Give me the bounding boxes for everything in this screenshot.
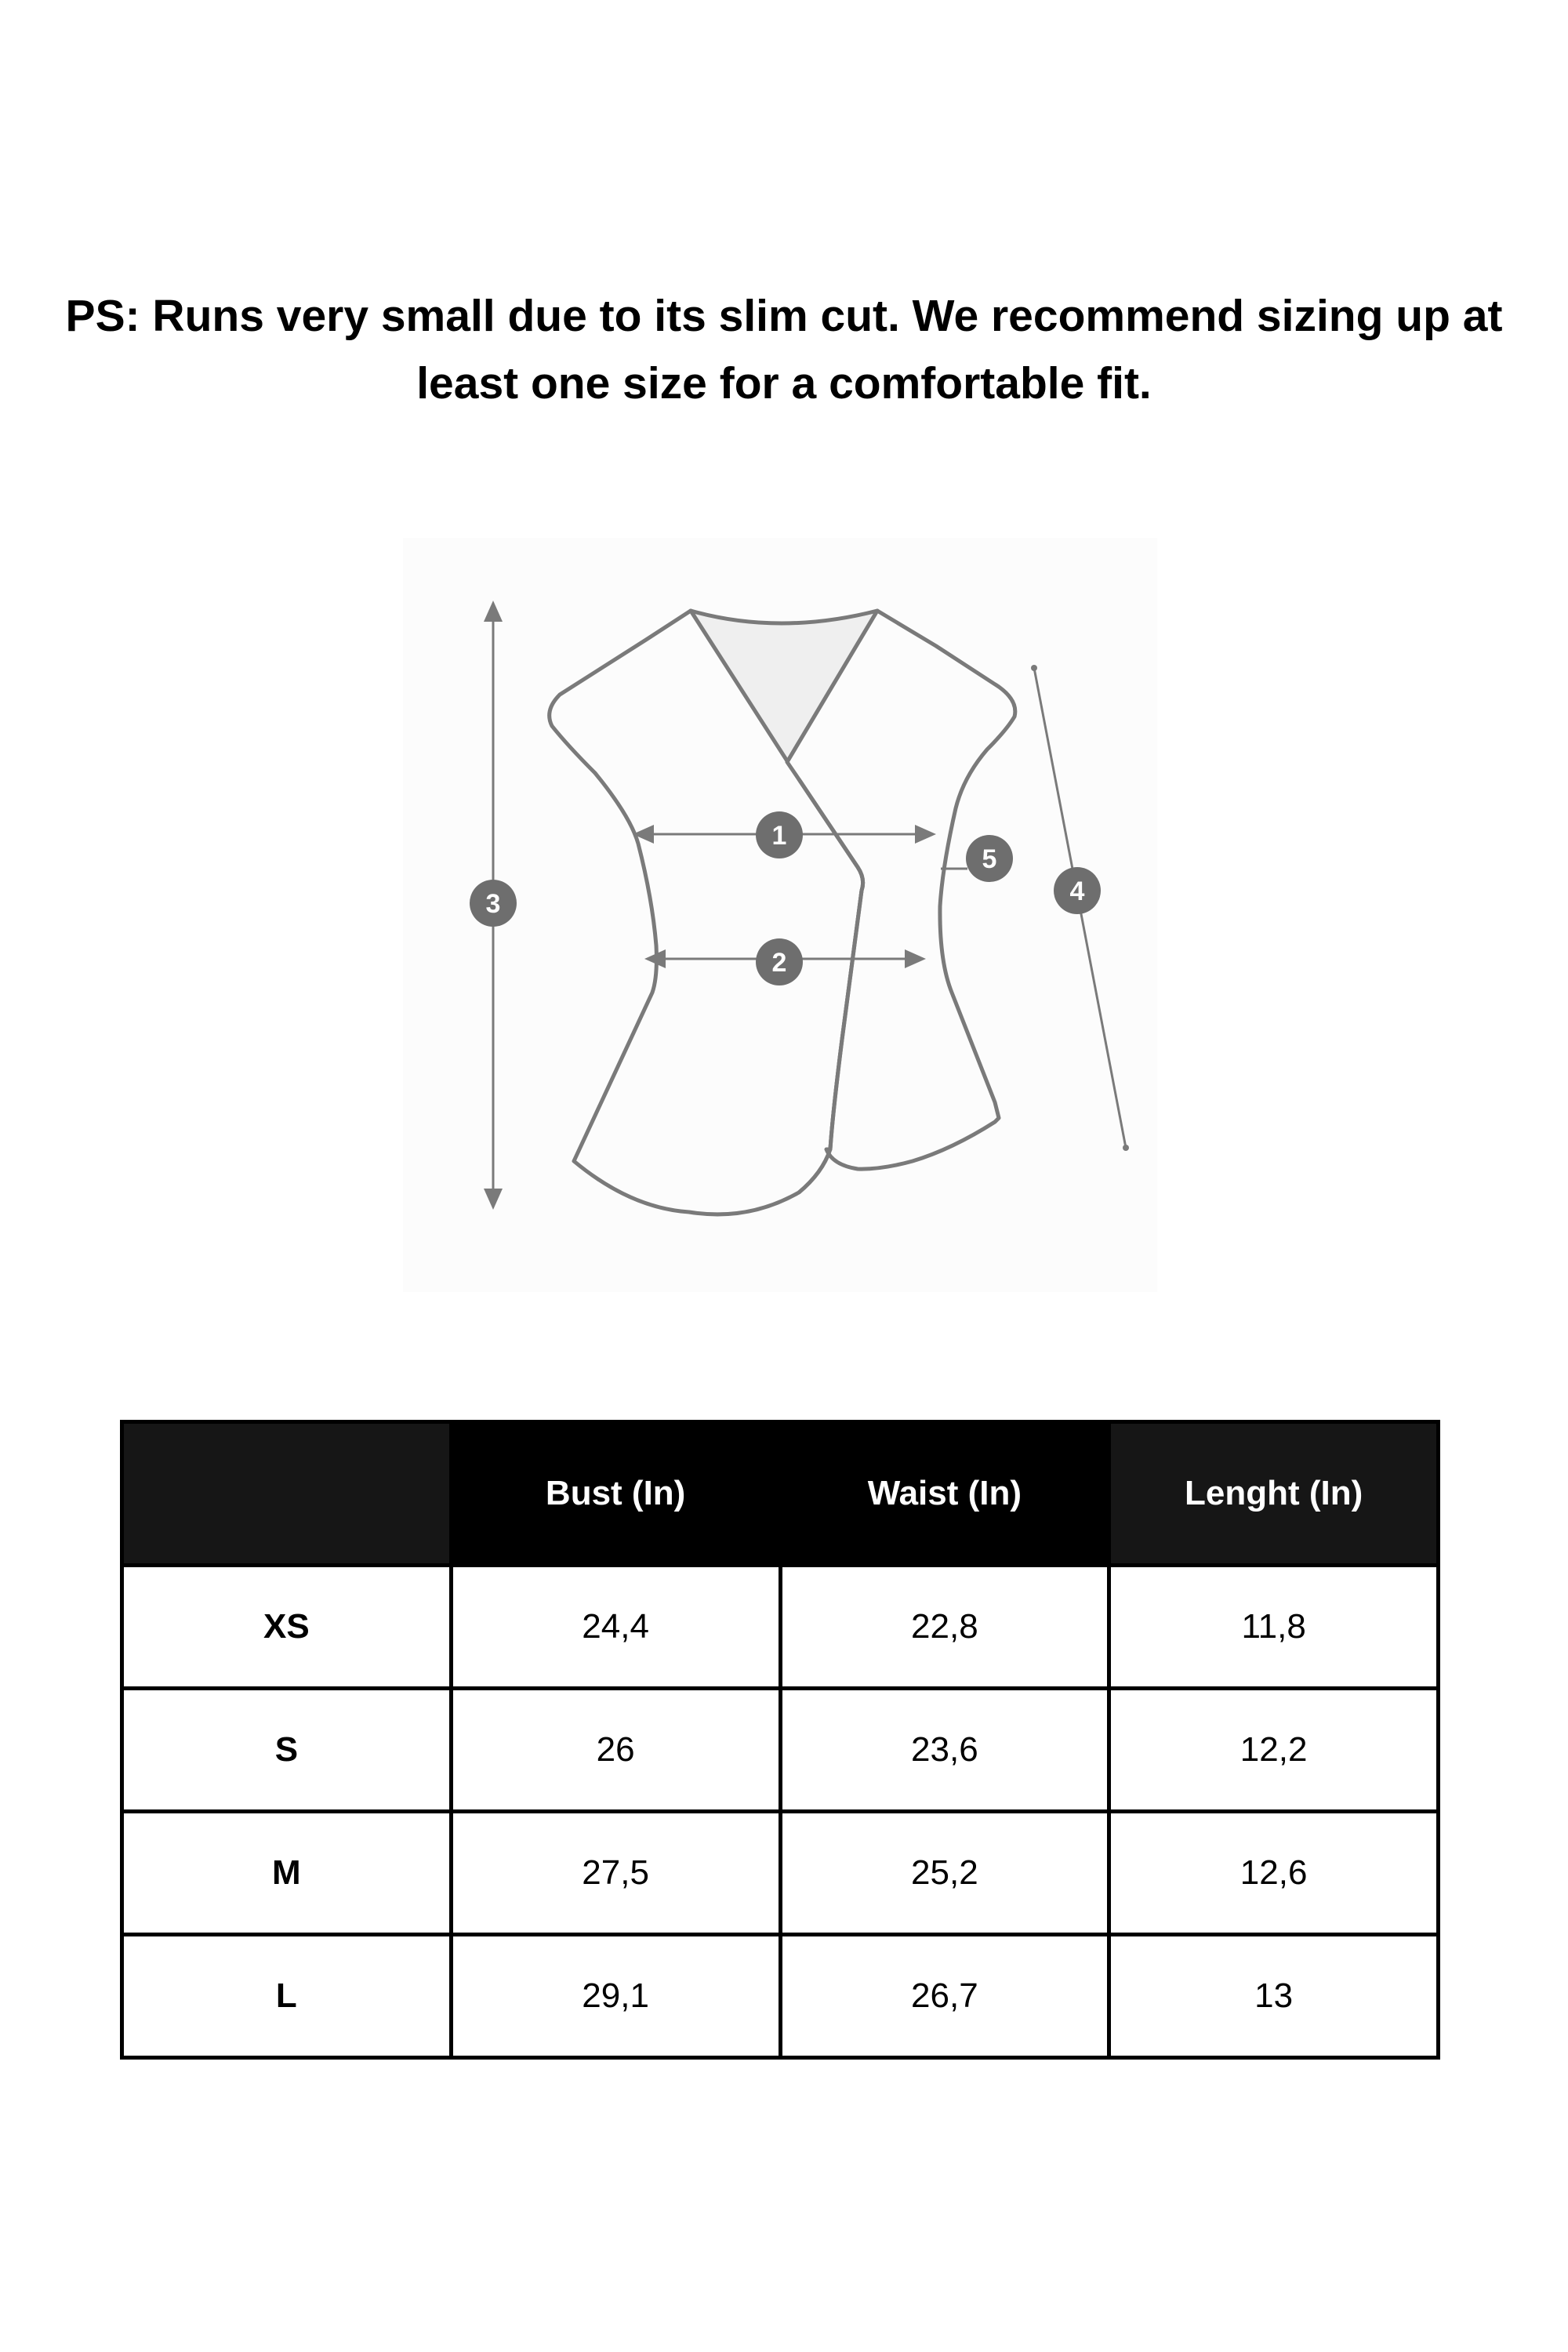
sizing-note xyxy=(0,282,1568,417)
header-size xyxy=(122,1422,452,1566)
bust-cell: 24,4 xyxy=(451,1566,780,1689)
header-length: Lenght (In) xyxy=(1109,1422,1439,1566)
sizing-note-line-2: least one size for a comfortable fit. xyxy=(416,358,1152,408)
marker-badge-3 xyxy=(470,880,517,927)
bust-cell: 26 xyxy=(451,1689,780,1812)
table-header-row xyxy=(122,1422,1439,1566)
waist-cell: 25,2 xyxy=(780,1812,1109,1935)
length-cell: 11,8 xyxy=(1109,1566,1439,1689)
sizing-note-line-1: PS: Runs very small due to its slim cut. We recommend sizing up at xyxy=(65,291,1503,341)
size-cell: M xyxy=(122,1812,452,1935)
marker-badge-2 xyxy=(756,938,803,985)
size-cell: L xyxy=(122,1935,452,2058)
length-cell: 12,2 xyxy=(1109,1689,1439,1812)
svg-text:2: 2 xyxy=(771,948,787,978)
svg-text:5: 5 xyxy=(982,844,997,874)
marker-badge-1 xyxy=(756,811,803,858)
bust-cell: 29,1 xyxy=(451,1935,780,2058)
table-row xyxy=(122,1812,1439,1935)
svg-text:4: 4 xyxy=(1069,877,1085,906)
svg-text:3: 3 xyxy=(485,889,501,919)
header-waist: Waist (In) xyxy=(780,1422,1109,1566)
svg-text:1: 1 xyxy=(771,821,787,851)
length-cell: 13 xyxy=(1109,1935,1439,2058)
table-row xyxy=(122,1935,1439,2058)
waist-cell: 23,6 xyxy=(780,1689,1109,1812)
size-cell: XS xyxy=(122,1566,452,1689)
length-cell: 12,6 xyxy=(1109,1812,1439,1935)
header-bust: Bust (In) xyxy=(451,1422,780,1566)
table-row xyxy=(122,1689,1439,1812)
waist-cell: 26,7 xyxy=(780,1935,1109,2058)
marker-badge-5 xyxy=(966,835,1013,882)
marker-badge-4 xyxy=(1054,867,1101,914)
size-chart-table xyxy=(120,1420,1440,2060)
garment-measurement-diagram xyxy=(403,538,1157,1292)
waist-cell: 22,8 xyxy=(780,1566,1109,1689)
size-cell: S xyxy=(122,1689,452,1812)
bust-cell: 27,5 xyxy=(451,1812,780,1935)
table-row xyxy=(122,1566,1439,1689)
